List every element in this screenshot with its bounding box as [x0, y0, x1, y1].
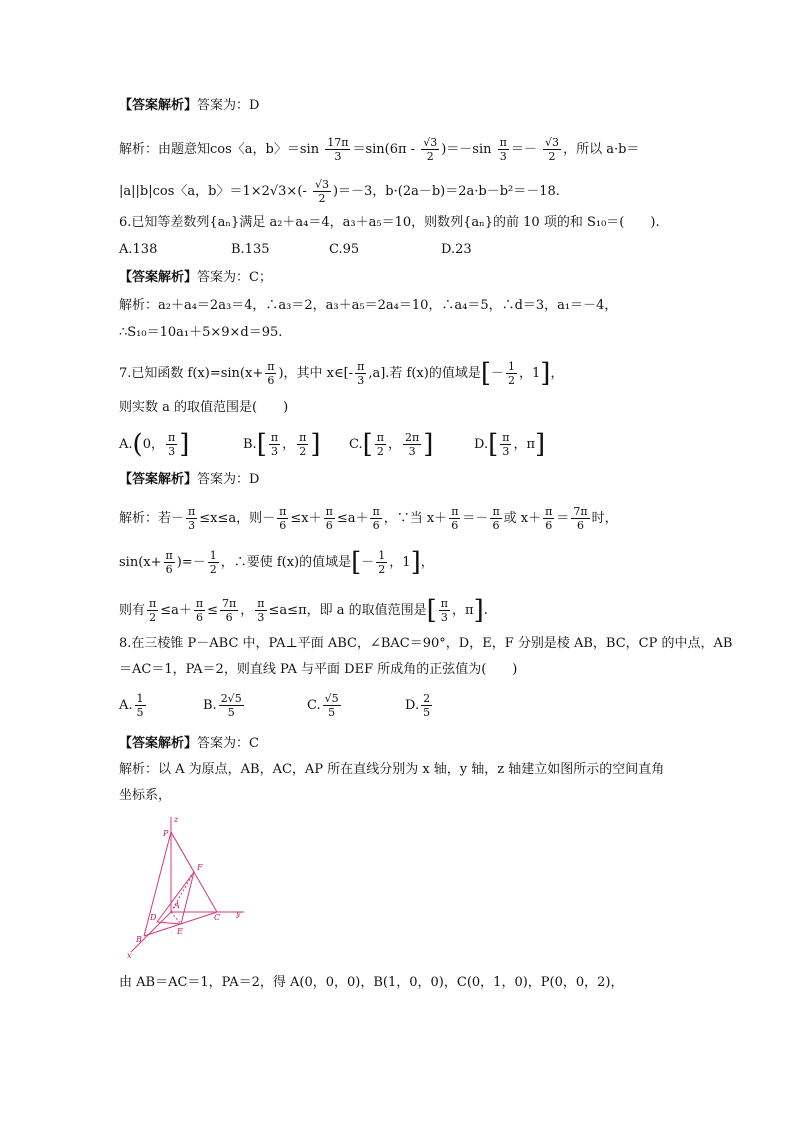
q6-option-b: B.135 — [231, 242, 270, 257]
text: )＝－3，b·(2a－b)＝2a·b－b²＝－18. — [332, 184, 560, 199]
q7-option-a: A.(0， $\frac{\pi}{3}$ ] — [119, 429, 190, 460]
label-B: B — [136, 935, 142, 944]
q5-analysis-line-2 — [119, 178, 560, 205]
q7-option-c: C.[ $\frac{\pi}{2}$ ， $\frac{2\pi}{3}$ ] — [349, 429, 434, 460]
q8-final-line: 由 AB＝AC＝1，PA＝2，得 A(0，0，0)，B(1，0，0)，C(0，1，0)，P(0，0，2)， — [119, 975, 624, 990]
q6-stem: 6.已知等差数列{aₙ}满足 a₂＋a₄＝4，a₃＋a₅＝10，则数列{aₙ}的前 10 项的和 S₁₀＝( ). — [119, 215, 660, 230]
answer-header: 【答案解析】 — [119, 98, 198, 113]
text: 由题意知cos〈a，b〉＝sin — [158, 142, 320, 157]
edge-FD — [157, 872, 194, 922]
q8-stem-line-2: ＝AC＝1，PA＝2，则直线 PA 与平面 DEF 所成角的正弦值为( ) — [119, 662, 518, 677]
q8-analysis-line-1: 解析：以 A 为原点，AB，AC，AP 所在直线分别为 x 轴，y 轴，z 轴建立如图所示的空间直角 — [119, 762, 665, 777]
label-E: E — [177, 927, 183, 936]
text: ，所以 a·b＝ — [563, 142, 640, 157]
edge-FE — [181, 872, 194, 924]
q6-answer-line — [119, 268, 272, 288]
q7-option-b: B.[ $\frac{\pi}{3}$ ， $\frac{\pi}{2}$ ] — [243, 429, 321, 460]
label-z: z — [174, 815, 179, 824]
q7-option-d: D.[ $\frac{\pi}{3}$ ，π] — [474, 429, 546, 460]
fraction: $\frac{√3}{2}$ — [314, 178, 329, 205]
fraction: $\frac{17\pi}{3}$ — [327, 136, 349, 163]
answer-header: 【答案解析】 — [119, 270, 198, 285]
q6-option-d: D.23 — [441, 242, 472, 257]
q8-option-c: C. $\frac{√5}{5}$ — [307, 692, 339, 719]
label-F: F — [197, 863, 203, 872]
q6-analysis-line-1: 解析：a₂＋a₄＝2a₃＝4，∴a₃＝2，a₃＋a₅＝2a₄＝10，∴a₄＝5，∴d＝3，a₁＝－4， — [119, 298, 618, 313]
analysis-label: 解析： — [119, 142, 159, 157]
label-A: A — [174, 901, 180, 910]
text: ＝sin(6π - — [352, 142, 416, 157]
label-x: x — [127, 951, 132, 960]
q7-stem-line-1: 7.已知函数 f(x)=sin(x+ $\frac{\pi}{6}$ )，其中 x∈[- $\frac{\pi}{3}$ ,a].若 f(x)的值域是[－ $\frac{1}{2}$ ，1]， — [119, 358, 564, 389]
q8-answer: 答案为：C — [197, 736, 259, 751]
label-D: D — [150, 913, 157, 922]
q5-answer: 答案为：D — [197, 98, 260, 113]
fraction: $\frac{√3}{2}$ — [545, 136, 560, 163]
q5-answer-line — [119, 96, 259, 116]
q7-stem-line-2: 则实数 a 的取值范围是( ) — [119, 400, 289, 415]
q7-analysis-line-3: 则有 $\frac{\pi}{2}$ ≤a＋ $\frac{\pi}{6}$ ≤ $\frac{7\pi}{6}$ ， $\frac{\pi}{3}$ ≤a≤π，即 a 的取值范围是[ $\frac{\pi}{3}$ ，π]. — [119, 595, 488, 626]
text: )＝－sin — [441, 142, 492, 157]
q6-answer: 答案为：C； — [197, 270, 272, 285]
text: |a||b|cos〈a，b〉＝1×2√3×(- — [119, 184, 307, 199]
q7-analysis-line-1: 解析：若－ $\frac{\pi}{3}$ ≤x≤a，则－ $\frac{\pi}{6}$ ≤x＋ $\frac{\pi}{6}$ ≤a＋ $\frac{\pi}{6}$ ，∵当 x＋ $\frac{\pi}{6}$ ＝－ $\frac{\pi}{6}$ 或 x＋ $\frac{\pi}{6}$ ＝ $\frac{7\pi}{6}$ 时， — [119, 505, 618, 532]
q8-option-b: B. $\frac{2√5}{5}$ — [203, 692, 242, 719]
q6-option-c: C.95 — [329, 242, 360, 257]
q8-option-d: D. $\frac{2}{5}$ — [405, 692, 431, 719]
label-P: P — [163, 829, 169, 838]
label-y: y — [236, 909, 241, 918]
fraction: $\frac{\pi}{3}$ — [499, 136, 507, 163]
q6-analysis-line-2: ∴S₁₀＝10a₁＋5×9×d＝95. — [119, 325, 283, 340]
q8-option-a: A. $\frac{1}{5}$ — [119, 692, 144, 719]
q8-analysis-line-2: 坐标系， — [119, 788, 172, 803]
label-C: C — [214, 913, 221, 922]
q7-answer: 答案为：D — [197, 472, 260, 487]
q8-answer-line: 【答案解析】答案为：C — [119, 736, 259, 751]
edge-PB — [144, 832, 171, 936]
dash-AE — [171, 912, 181, 924]
fraction: $\frac{√3}{2}$ — [423, 136, 438, 163]
q7-answer-line: 【答案解析】答案为：D — [119, 472, 260, 487]
q7-analysis-line-2: sin(x+ $\frac{\pi}{6}$ )=－ $\frac{1}{2}$ ，∴要使 f(x)的值域是[－ $\frac{1}{2}$ ，1]， — [119, 547, 434, 578]
text: ＝－ — [510, 142, 537, 157]
q8-stem-line-1: 8.在三棱锥 P－ABC 中，PA⊥平面 ABC，∠BAC＝90°，D，E，F 分别是棱 AB，BC，CP 的中点，AB — [119, 636, 733, 651]
tetrahedron-figure — [119, 812, 249, 962]
q6-option-a: A.138 — [119, 242, 158, 257]
q5-analysis-line-1 — [119, 136, 639, 163]
